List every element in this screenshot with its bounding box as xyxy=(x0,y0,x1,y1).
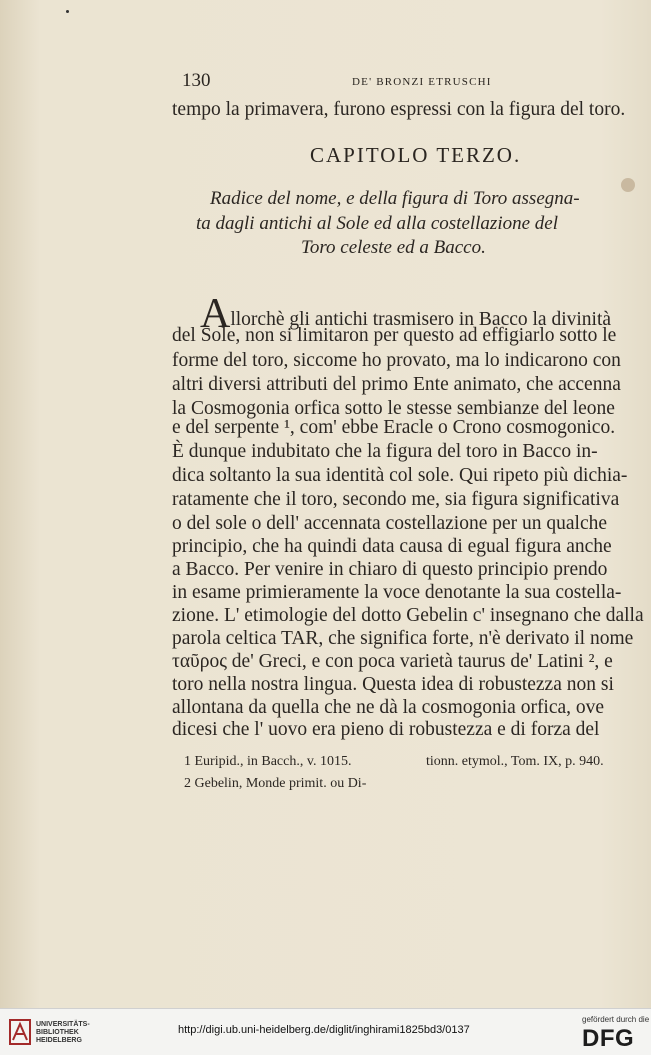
running-title: DE' BRONZI ETRUSCHI xyxy=(352,76,492,88)
page-number: 130 xyxy=(182,70,211,91)
body-line: del Sole, non si limitaron per questo ad effigiarlo sotto le xyxy=(172,325,617,346)
library-name-line: BIBLIOTHEK xyxy=(36,1029,79,1036)
footnote-2-continued: tionn. etymol., Tom. IX, p. 940. xyxy=(426,754,604,769)
body-first-line-text: llorchè gli antichi trasmisero in Bacco la divinità xyxy=(230,309,612,330)
body-line: in esame primieramente la voce denotante la sua costella- xyxy=(172,582,622,603)
dfg-logo: DFG xyxy=(582,1025,635,1052)
body-line: toro nella nostra lingua. Questa idea di robustezza non si xyxy=(172,674,614,695)
body-line: zione. L' etimologie del dotto Gebelin c' insegnano che dalla xyxy=(172,605,644,626)
body-line: È dunque indubitato che la figura del toro in Bacco in- xyxy=(172,441,598,462)
body-line: e del serpente ¹, com' ebbe Eracle o Crono cosmogonico. xyxy=(172,417,616,438)
body-line: ταῦρος de' Greci, e con poca varietà taurus de' Latini ², e xyxy=(172,651,613,672)
ink-speck xyxy=(66,10,69,13)
drop-cap: A xyxy=(200,291,231,337)
top-line: tempo la primavera, furono espressi con la figura del toro. xyxy=(172,99,626,120)
footnote-2: 2 Gebelin, Monde primit. ou Di- xyxy=(184,776,367,791)
body-line: la Cosmogonia orfica sotto le stesse sembianze del leone xyxy=(172,398,615,419)
body-line: o del sole o dell' accennata costellazione per un qualche xyxy=(172,513,608,534)
permalink[interactable]: http://digi.ub.uni-heidelberg.de/diglit/inghirami1825bd3/0137 xyxy=(178,1024,470,1036)
viewer-footer-bar xyxy=(0,1008,651,1055)
body-line: parola celtica TAR, che significa forte, n'è derivato il nome xyxy=(172,628,634,649)
summary-line: ta dagli antichi al Sole ed alla costellazione del xyxy=(196,213,559,234)
summary-line: Radice del nome, e della figura di Toro assegna- xyxy=(210,188,580,209)
summary-line: Toro celeste ed a Bacco. xyxy=(301,237,486,258)
footnote-1: 1 Euripid., in Bacch., v. 1015. xyxy=(184,754,352,769)
body-line: allontana da quella che ne dà la cosmogonia orfica, ove xyxy=(172,697,605,718)
body-line: forme del toro, siccome ho provato, ma lo indicarono con xyxy=(172,350,621,371)
library-name-line: HEIDELBERG xyxy=(36,1037,82,1044)
university-seal-icon xyxy=(8,1016,32,1048)
body-line: altri diversi attributi del primo Ente animato, che accenna xyxy=(172,374,621,395)
library-name-line: UNIVERSITÄTS- xyxy=(36,1021,90,1028)
funded-by-label: gefördert durch die xyxy=(582,1015,650,1024)
body-line: a Bacco. Per venire in chiaro di questo principio prendo xyxy=(172,559,608,580)
body-line: dica soltanto la sua identità col sole. Qui ripeto più dichia- xyxy=(172,465,628,486)
body-line: ratamente che il toro, secondo me, sia figura significativa xyxy=(172,489,620,510)
body-line: principio, che ha quindi data causa di egual figura anche xyxy=(172,536,612,557)
library-name xyxy=(36,1021,90,1045)
chapter-title: CAPITOLO TERZO. xyxy=(310,143,522,167)
paper-stain xyxy=(621,178,635,192)
body-line: dicesi che l' uovo era pieno di robustezza e di forza del xyxy=(172,719,600,740)
running-header xyxy=(182,70,492,94)
